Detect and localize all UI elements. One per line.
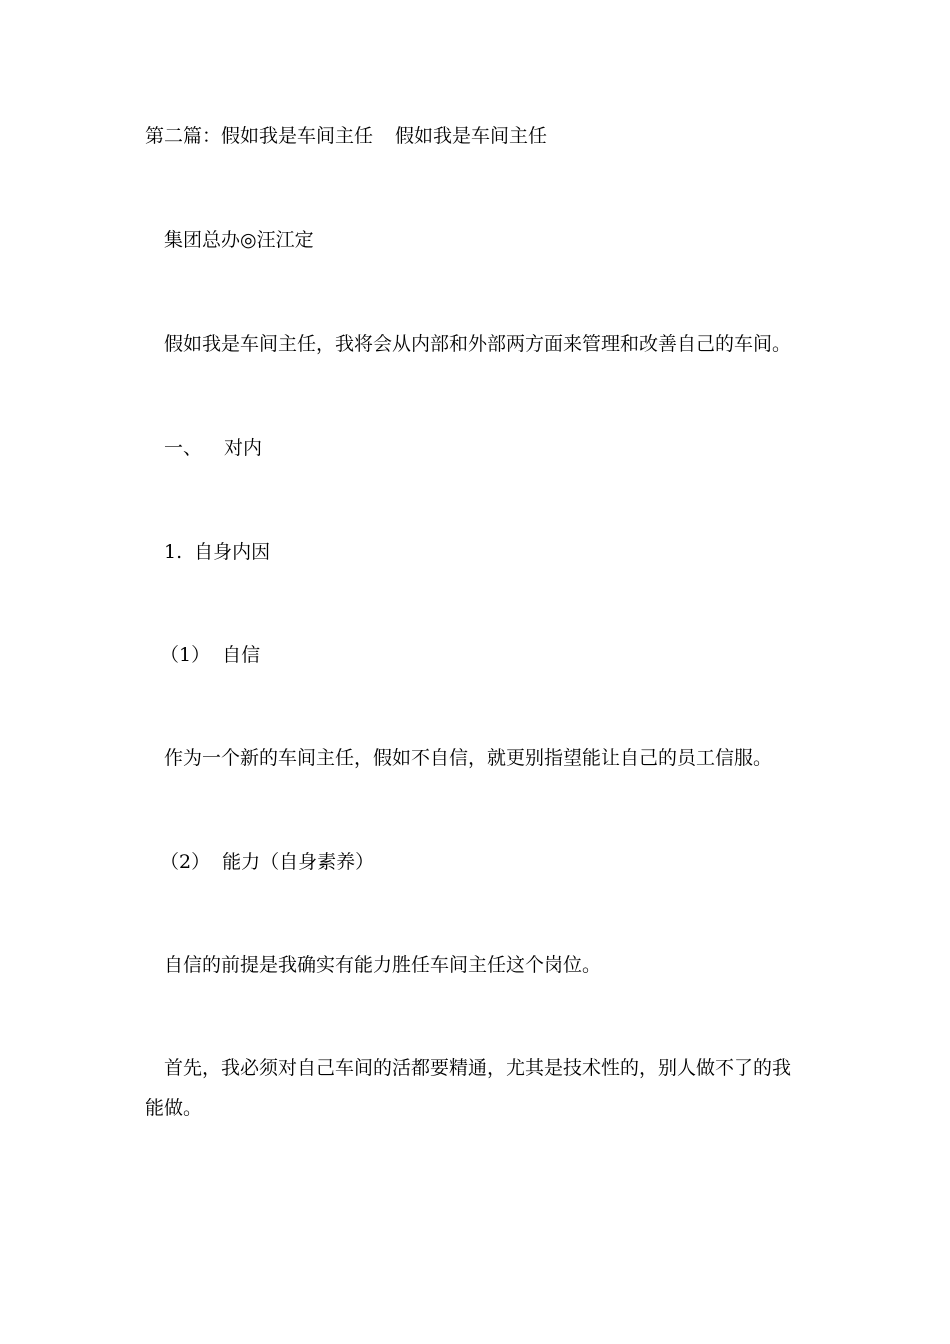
author-line: 集团总办◎汪江定 — [164, 229, 314, 251]
subsection-label: 自身内因 — [194, 541, 271, 563]
item-label: 能力（自身素养） — [222, 851, 375, 873]
title-part-1: 第二篇：假如我是车间主任 — [145, 125, 374, 147]
item-1-paragraph: 作为一个新的车间主任，假如不自信，就更别指望能让自己的员工信服。 — [164, 747, 773, 769]
item-2-paragraph: 自信的前提是我确实有能力胜任车间主任这个岗位。 — [164, 954, 602, 976]
section-heading-1 — [164, 436, 262, 460]
paragraph-line-1: 首先，我必须对自己车间的活都要精通，尤其是技术性的，别人做不了的我 — [164, 1057, 792, 1079]
section-number: 一、 — [164, 437, 203, 459]
item-number: （2） — [160, 851, 211, 873]
item-heading-2 — [160, 850, 374, 874]
paragraph-line-2: 能做。 — [145, 1097, 203, 1119]
item-heading-1 — [160, 643, 260, 667]
document-title — [145, 124, 547, 148]
item-label: 自信 — [222, 644, 261, 666]
item-number: （1） — [160, 644, 211, 666]
intro-paragraph: 假如我是车间主任，我将会从内部和外部两方面来管理和改善自己的车间。 — [164, 333, 792, 355]
section-label: 对内 — [224, 437, 263, 459]
subsection-number: 1. — [164, 541, 183, 563]
subsection-heading-1 — [164, 540, 270, 564]
title-part-2: 假如我是车间主任 — [395, 125, 548, 147]
